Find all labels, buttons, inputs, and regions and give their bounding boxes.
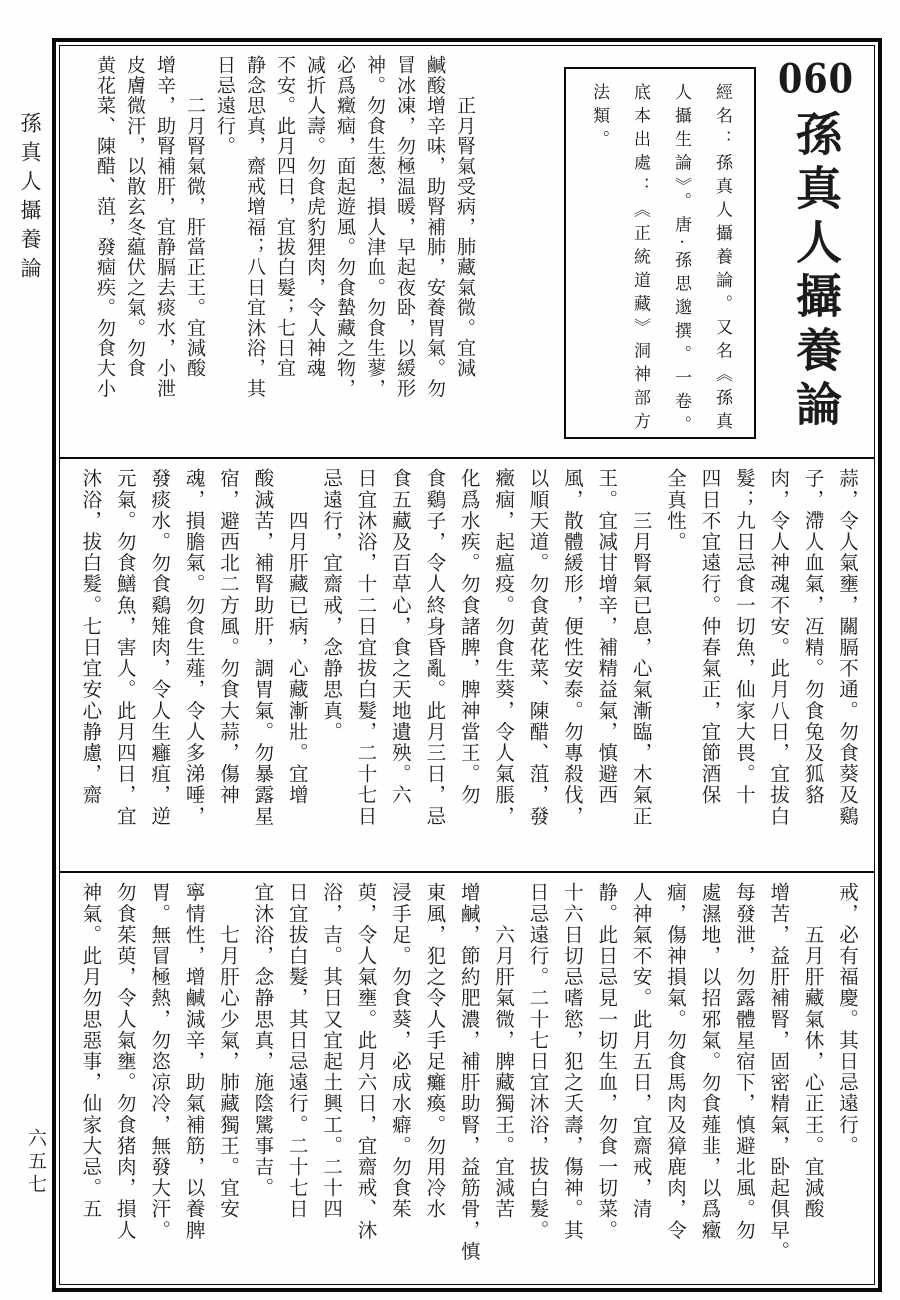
text-column: 静念思真，齋戒增福；八日宜沐浴，其 bbox=[244, 55, 266, 399]
text-column: 肉，令人神魂不安。此月八日，宜拔白 bbox=[767, 468, 791, 828]
text-column: 鹹酸增辛味，助腎補肺，安養胃氣。勿 bbox=[424, 55, 446, 399]
text-column: 人神氣不安。此月五日，宜齋戒，清 bbox=[629, 881, 653, 1220]
text-column: 二月腎氣微，肝當正王。宜減酸 bbox=[184, 55, 206, 379]
info-column: 底本出處：《正統道藏》洞神部方 bbox=[630, 83, 650, 436]
text-column: 全真性。 bbox=[664, 468, 688, 553]
band-middle-columns bbox=[68, 468, 864, 864]
info-column: 經名：孫真人攝養論。又名《孫真 bbox=[712, 83, 732, 436]
text-column: 風，散體緩形，便性安泰。勿專殺伐， bbox=[560, 468, 584, 828]
text-column: 不安。此月四日，宜拔白髮；七日宜 bbox=[274, 55, 296, 379]
text-column: 勿食茱萸，令人氣壅。勿食猪肉，損人 bbox=[113, 881, 137, 1241]
text-column: 浸手足。勿食葵，必成水癖。勿食茱 bbox=[388, 881, 412, 1220]
page-title: 孫真人攝養論 bbox=[789, 110, 843, 434]
title-column bbox=[768, 55, 864, 451]
text-column: 忌遠行，宜齋戒，念静思真。 bbox=[320, 468, 344, 743]
text-column: 五月肝藏氣休，心正王。宜減酸 bbox=[801, 881, 825, 1220]
text-column: 髮；九日忌食一切魚，仙家大畏。十 bbox=[732, 468, 756, 806]
document-code: 060 bbox=[777, 55, 855, 104]
text-column: 黄花菜、陳醋、菹，發痼疾。勿食大小 bbox=[94, 55, 116, 399]
text-column: 東風，犯之令人手足癱瘓。勿用冷水 bbox=[423, 881, 447, 1220]
text-column: 四日不宜遠行。仲春氣正，宜節酒保 bbox=[698, 468, 722, 806]
text-column: 食五藏及百草心，食之天地遺殃。六 bbox=[388, 468, 412, 806]
text-column: 酸減苦，補腎助肝，調胃氣。勿暴露星 bbox=[251, 468, 275, 828]
text-column: 冒冰凍，勿極温暖，早起夜卧，以緩形 bbox=[394, 55, 416, 399]
text-column: 十六日切忌嗜慾，犯之夭壽，傷神。其 bbox=[560, 881, 584, 1241]
text-column: 六月肝氣微，脾藏獨王。宜減苦 bbox=[492, 881, 516, 1220]
text-column: 沐浴，拔白髮。七日宜安心静慮，齋 bbox=[79, 468, 103, 806]
text-column: 神。勿食生葱，損人津血。勿食生蓼， bbox=[364, 55, 386, 399]
text-column: 日宜拔白髮，其日忌遠行。二十七日 bbox=[285, 881, 309, 1220]
text-column: 魂，損膽氣。勿食生薤，令人多涕唾， bbox=[182, 468, 206, 828]
text-column: 增辛，助腎補肝，宜静膈去痰水，小泄 bbox=[154, 55, 176, 399]
text-column: 蒜，令人氣壅，關膈不通。勿食葵及鷄 bbox=[836, 468, 859, 828]
page-frame bbox=[52, 38, 882, 1292]
text-column: 必爲癥痼，面起遊風。勿食蟄藏之物， bbox=[334, 55, 356, 399]
text-column: 寧情性，增鹹減辛，助氣補筋，以養脾 bbox=[182, 881, 206, 1241]
text-column: 日忌遠行。二十七日宜沐浴，拔白髮。 bbox=[526, 881, 550, 1241]
text-column: 化爲水疾。勿食諸脾，脾神當王。勿 bbox=[457, 468, 481, 806]
band-top bbox=[60, 46, 874, 457]
text-column: 痼，傷神損氣。勿食馬肉及獐鹿肉，令 bbox=[664, 881, 688, 1241]
band-middle bbox=[60, 457, 874, 870]
text-column: 三月腎氣已息，心氣漸臨，木氣正 bbox=[629, 468, 653, 828]
text-column: 處濕地，以招邪氣。勿食薤韭，以爲癥 bbox=[698, 881, 722, 1241]
text-column: 减折人壽。勿食虎豹狸肉，令人神魂 bbox=[304, 55, 326, 379]
text-column: 元氣。勿食鱔魚，害人。此月四日，宜 bbox=[113, 468, 137, 828]
page-frame-inner bbox=[59, 45, 875, 1285]
folio-number: 六五七 bbox=[25, 1128, 47, 1197]
margin-title: 孫真人攝養論 bbox=[18, 112, 42, 286]
text-column: 日宜沐浴，十二日宜拔白髮，二十七日 bbox=[354, 468, 378, 828]
band-bottom-columns bbox=[68, 882, 864, 1278]
text-column: 增苦，益肝補腎，固密精氣，卧起俱早。 bbox=[767, 881, 791, 1262]
text-column: 每發泄，勿露體星宿下，慎避北風。勿 bbox=[732, 881, 756, 1241]
text-column: 神氣。此月勿思惡事，仙家大忌。五 bbox=[79, 881, 103, 1220]
text-column: 胃。無冒極熱，勿恣凉冷，無發大汗。 bbox=[148, 881, 172, 1241]
text-column: 王。宜减甘增辛，補精益氣，慎避西 bbox=[595, 468, 619, 806]
text-column: 宜沐浴，念静思真，施陰騭事吉。 bbox=[251, 881, 275, 1199]
bibliographic-columns bbox=[578, 83, 742, 439]
text-column: 静。此日忌見一切生血，勿食一切菜。 bbox=[595, 881, 619, 1241]
text-column: 日忌遠行。 bbox=[214, 55, 236, 156]
text-column: 以順天道。勿食黄花菜、陳醋、菹，發 bbox=[526, 468, 550, 828]
text-column: 癥痼，起瘟疫。勿食生葵，令人氣脹， bbox=[492, 468, 516, 828]
text-column: 皮膚微汗，以散玄冬藴伏之氣。勿食 bbox=[124, 55, 146, 379]
text-column: 萸，令人氣壅。此月六日，宜齋戒、沐 bbox=[354, 881, 378, 1241]
text-column: 四月肝藏已病，心藏漸壯。宜增 bbox=[285, 468, 309, 806]
text-column: 子，滯人血氣，冱精。勿食兔及狐貉 bbox=[801, 468, 825, 806]
bibliographic-box bbox=[564, 67, 756, 439]
text-column: 增鹹，節約肥濃，補肝助腎，益筋骨，慎 bbox=[457, 881, 481, 1262]
band-bottom bbox=[60, 871, 874, 1284]
text-column: 浴，吉。其日又宜起土興工。二十四 bbox=[320, 881, 344, 1220]
text-column: 七月肝心少氣，肺藏獨王。宜安 bbox=[216, 881, 240, 1220]
info-column: 法類。 bbox=[589, 83, 609, 154]
text-column: 正月腎氣受病，肺藏氣微。宜減 bbox=[454, 55, 476, 379]
text-column: 食鷄子，令人終身昏亂。此月三日，忌 bbox=[423, 468, 447, 828]
band-top-columns bbox=[68, 55, 864, 451]
text-column: 戒，必有福慶。其日忌遠行。 bbox=[836, 881, 859, 1156]
text-column: 發痰水。勿食鷄雉肉，令人生癰疽，逆 bbox=[148, 468, 172, 828]
info-column: 人攝生論》。唐·孫思邈撰。一卷。 bbox=[671, 83, 691, 439]
text-column: 宿，避西北二方風。勿食大蒜，傷神 bbox=[216, 468, 240, 806]
